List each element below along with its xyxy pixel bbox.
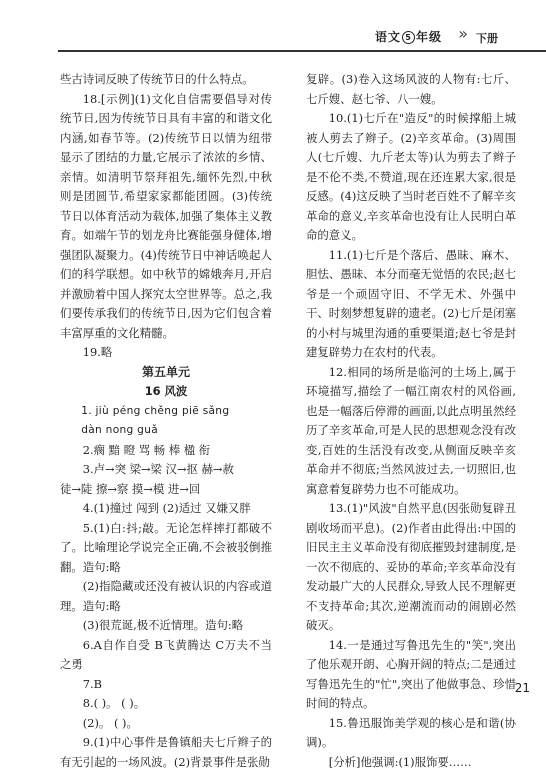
left-column-para: 2.瘸 黯 瞪 骂 畅 棒 楹 衔: [60, 441, 272, 461]
right-column-para: 10.(1)七斤在"造反"的时候撑船上城被人剪去了辫子。(2)辛亥革命。(3)周围人(七斤嫂、九斤老太等)认为剪去了辫子是不伦不类,不赞道,现在还连累大家,很是反感。(4)这反映了当时老百姓不了解辛亥革命的意义,辛亥革命也没有让人民明白革命的意义。: [306, 109, 516, 246]
right-column-para: 14.一是通过写鲁迅先生的"笑",突出了他乐观开朗、心胸开阔的特点;二是通过写鲁迅先生的"忙",突出了他做事急、珍惜时间的特点。: [306, 636, 516, 714]
left-column-para: 徒→陡 擦→察 摸→模 进→回: [60, 480, 272, 500]
volume-label: 下册: [476, 30, 498, 46]
left-column-para: 3.卢→突 梁→梁 汉→抠 赫→赦: [60, 460, 272, 480]
chevron-right-icon: »: [458, 24, 468, 43]
left-column-para: (3)很荒诞,极不近情理。造句:略: [60, 616, 272, 636]
unit-heading: 第五单元: [60, 363, 272, 383]
book-title: [375, 28, 442, 45]
grade-circle: 5: [402, 31, 415, 44]
header-rule: [58, 50, 546, 52]
right-column-para: [分析]他强调:(1)服饰要……: [306, 753, 516, 772]
right-column-para: 15.鲁迅服饰美学观的核心是和谐(协调)。: [306, 714, 516, 753]
left-column-para: 6.A自作自受 B飞黄腾达 C万夫不当之勇: [60, 636, 272, 675]
left-column-para: 18.[示例](1)文化自信需要倡导对传统节日,因为传统节日具有丰富的和谐文化内涵,如春节等。(2)传统节日以情为纽带显示了团结的力量,它展示了浓浓的乡情、亲情。如清明节祭拜祖先,缅怀先烈,中秋则是团圆节,希望家家都能团圆。(3)传统节日以体育活动为载体,加强了集体主义教育。如端午节的划龙舟比赛能强身健体,增强团队凝聚力。(4)传统节日中神话唤起人们的科学联想。如中秋节的嫦娥奔月,开启并激励着中国人探究太空世界等。总之,我们要传承我们的传统节日,因为它们包含着丰富厚重的文化精髓。: [60, 90, 272, 344]
right-column-para: 13.(1)"风波"自然平息(因张勋复辟丑剧收场而平息)。(2)作者由此得出:中国的旧民主主义革命没有彻底摧毁封建制度,是一次不彻底的、妥协的革命;辛亥革命没有发动最广大的人民群众,导致人民不理解更不支持革命;其次,逆潮流而动的闹剧必然破灭。: [306, 499, 516, 636]
page-number: 21: [515, 681, 530, 695]
left-column-para: 8.( )。 ( )。: [60, 694, 272, 714]
right-column-para: 11.(1)七斤是个落后、愚昧、麻木、胆怯、愚昧、本分而毫无觉悟的农民;赵七爷是一个顽固守旧、不学无术、外强中干、时刻梦想复辟的遗老。(2)七斤是闭塞的小村与城里沟通的重要渠道;赵七爷是封建复辟势力在农村的代表。: [306, 246, 516, 363]
left-column-para: 些古诗词反映了传统节日的什么特点。: [60, 70, 272, 90]
left-column-para: 19.略: [60, 343, 272, 363]
subject-prefix: 语文: [375, 30, 401, 44]
left-column: [60, 70, 272, 772]
right-column-para: 12.相同的场所是临河的土场上,属于环境描写,描绘了一幅江南农村的风俗画,也是一幅落后停滞的画面,以此点明虽然经历了辛亥革命,可是人民的思想观念没有改变,百姓的生活没有改变,从侧面反映辛亥革命并不彻底;当然风波过去,一切照旧,也寓意着复辟势力也不可能成功。: [306, 363, 516, 500]
right-column: [306, 70, 516, 772]
left-column-para: 9.(1)中心事件是鲁镇船夫七斤辫子的有无引起的一场风波。(2)背景事件是张勋: [60, 733, 272, 772]
left-column-para: (2)。 ( )。: [60, 714, 272, 734]
left-column-para: 5.(1)白:抖;敲。无论怎样摔打都破不了。比喻理论学说完全正确,不会被驳倒推翻。造句:略: [60, 519, 272, 578]
lesson-title: 16 风波: [60, 382, 272, 402]
right-column-para: 复辟。(3)卷入这场风波的人物有:七斤、七斤嫂、赵七爷、八一嫂。: [306, 70, 516, 109]
pinyin-line: dàn nong guǎ: [60, 421, 272, 441]
left-column-para: 7.B: [60, 675, 272, 695]
page-header: [0, 0, 546, 62]
pinyin-line: 1. jiù péng chěng piē sǎng: [60, 402, 272, 422]
subject-suffix: 年级: [416, 30, 442, 44]
left-column-para: 4.(1)撞过 闯到 (2)适过 又嫌又胖: [60, 499, 272, 519]
left-column-para: (2)指隐藏或还没有被认识的内容或道理。造句:略: [60, 577, 272, 616]
